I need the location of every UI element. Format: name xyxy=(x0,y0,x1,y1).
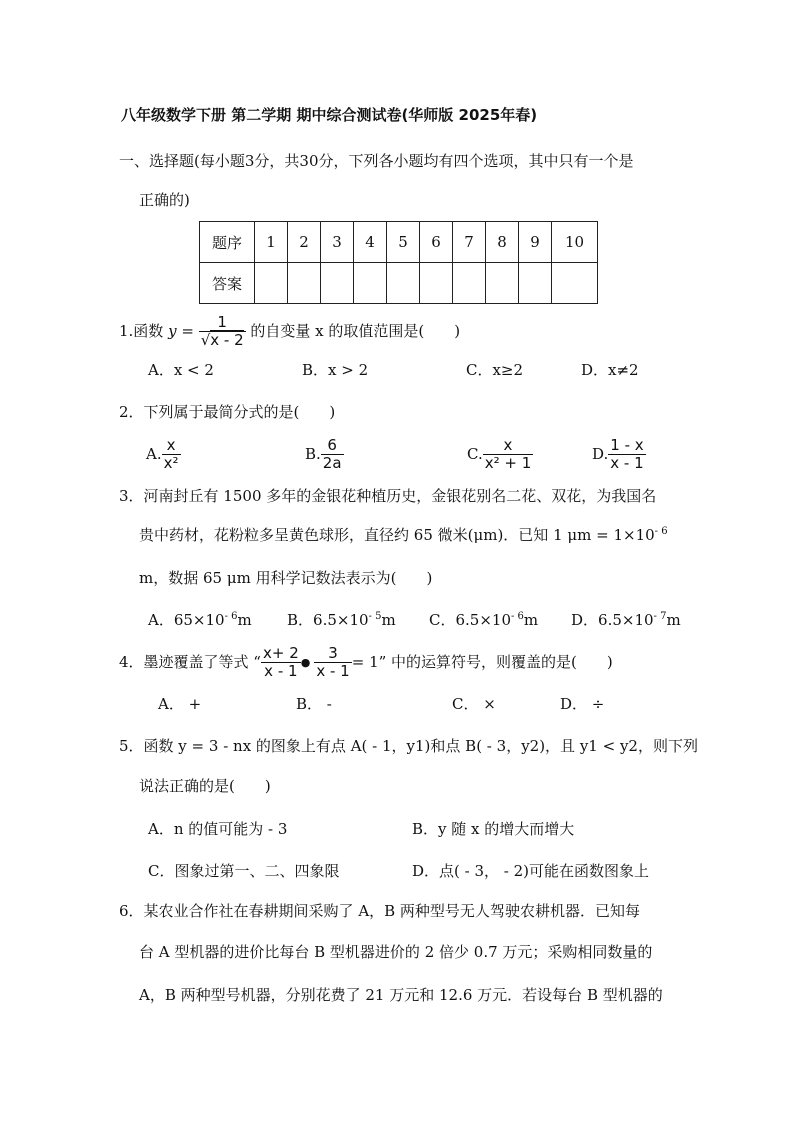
option-unit: m xyxy=(523,611,539,629)
q1-numerator: 1 xyxy=(199,314,246,332)
denominator: x - 1 xyxy=(610,454,644,473)
option-c xyxy=(467,437,533,473)
exponent: - 6 xyxy=(654,526,668,537)
option-d: D． ÷ xyxy=(560,695,605,713)
option-label: C. xyxy=(467,444,483,463)
option-unit: m xyxy=(381,611,396,629)
q1-radicand: x - 2 xyxy=(210,331,244,350)
option-a: A．x < 2 xyxy=(148,361,214,379)
answer-cell[interactable] xyxy=(354,263,387,304)
table-cell: 7 xyxy=(453,222,486,263)
answer-cell[interactable] xyxy=(420,263,453,304)
section-heading-cont: 正确的) xyxy=(139,191,190,209)
q4-suffix: = 1” 中的运算符号，则覆盖的是( ) xyxy=(351,652,613,671)
option-a xyxy=(148,611,252,629)
answer-cell[interactable] xyxy=(387,263,420,304)
table-cell: 8 xyxy=(486,222,519,263)
option-a xyxy=(146,437,181,473)
exponent: - 7 xyxy=(653,611,667,622)
table-cell: 2 xyxy=(288,222,321,263)
option-unit: m xyxy=(666,611,681,629)
numerator: x xyxy=(483,437,534,455)
question-5-cont: 说法正确的是( ) xyxy=(139,777,271,795)
option-text: B．6.5×10 xyxy=(287,611,369,629)
q1-fraction xyxy=(199,314,246,350)
option-c xyxy=(429,611,538,629)
numerator: 3 xyxy=(314,645,351,663)
answer-cell[interactable] xyxy=(453,263,486,304)
option-label: B. xyxy=(305,444,321,463)
answer-cell[interactable] xyxy=(486,263,519,304)
page-title: 八年级数学下册 第二学期 期中综合测试卷(华师版 2025年春) xyxy=(121,106,538,124)
q4-fraction-2 xyxy=(314,645,351,681)
q1-suffix: 的自变量 x 的取值范围是( ) xyxy=(250,321,461,340)
question-5: 5．函数 y = 3 - nx 的图象上有点 A( - 1，y1)和点 B( - 3，y2)，且 y1 < y2，则下列 xyxy=(119,737,698,755)
q1-denominator: √x - 2 xyxy=(200,331,244,350)
question-1 xyxy=(119,314,460,350)
numerator: x xyxy=(162,437,181,455)
table-row xyxy=(200,222,598,263)
numerator: 1 - x xyxy=(610,436,644,454)
option-unit: m xyxy=(237,611,252,629)
question-6: 6．某农业合作社在春耕期间采购了 A，B 两种型号无人驾驶农耕机器．已知每 xyxy=(119,902,640,920)
question-2: 2．下列属于最简分式的是( ) xyxy=(119,403,336,421)
option-b: B． - xyxy=(296,695,332,713)
table-cell: 3 xyxy=(321,222,354,263)
table-header-cell: 答案 xyxy=(200,263,255,304)
option-c: C．x≥2 xyxy=(466,361,524,379)
numerator: x+ 2 xyxy=(262,644,299,662)
question-6-cont: 台 A 型机器的进价比每台 B 型机器进价的 2 倍少 0.7 万元；采购相同数量的 xyxy=(139,943,653,961)
denominator: x² xyxy=(163,454,179,473)
exponent: - 6 xyxy=(224,611,238,622)
section-heading: 一、选择题(每小题3分，共30分，下列各小题均有四个选项，其中只有一个是 xyxy=(119,152,634,170)
option-text: D．6.5×10 xyxy=(571,611,654,629)
option-fraction xyxy=(321,437,344,473)
q1-y-eq: y = xyxy=(168,321,194,340)
option-b: B．x > 2 xyxy=(302,361,369,379)
option-b: B．y 随 x 的增大而增大 xyxy=(412,820,575,838)
q4-prefix: 4．墨迹覆盖了等式 “ xyxy=(119,652,261,671)
answer-table xyxy=(199,221,598,304)
question-6-cont: A，B 两种型号机器，分别花费了 21 万元和 12.6 万元．若设每台 B 型机器的 xyxy=(139,986,663,1004)
option-d xyxy=(571,611,681,629)
answer-cell[interactable] xyxy=(288,263,321,304)
question-3-cont xyxy=(139,526,668,544)
table-cell: 10 xyxy=(552,222,598,263)
option-b xyxy=(305,437,344,473)
denominator: x - 1 xyxy=(264,662,298,681)
table-cell: 1 xyxy=(255,222,288,263)
q4-fraction-1 xyxy=(261,645,301,681)
question-4 xyxy=(119,645,613,681)
q1-prefix: 1.函数 xyxy=(119,321,164,340)
exponent: - 5 xyxy=(368,611,382,622)
option-d: D．点( - 3， - 2)可能在函数图象上 xyxy=(412,862,650,880)
question-3: 3．河南封丘有 1500 多年的金银花种植历史，金银花别名二花、双花，为我国名 xyxy=(119,487,657,505)
table-cell: 9 xyxy=(519,222,552,263)
answer-cell[interactable] xyxy=(519,263,552,304)
option-fraction xyxy=(162,437,181,473)
option-fraction xyxy=(608,437,645,473)
option-d xyxy=(592,437,646,473)
option-a: A．n 的值可能为 - 3 xyxy=(148,820,288,838)
table-header-cell: 题序 xyxy=(200,222,255,263)
option-b xyxy=(287,611,396,629)
numerator: 6 xyxy=(321,437,344,455)
option-fraction xyxy=(483,437,534,473)
denominator: x - 1 xyxy=(316,662,350,681)
table-cell: 6 xyxy=(420,222,453,263)
table-row xyxy=(200,263,598,304)
option-d: D．x≠2 xyxy=(581,361,639,379)
question-3-cont: m，数据 65 μm 用科学记数法表示为( ) xyxy=(139,569,433,587)
ink-blot: ● xyxy=(300,656,311,670)
option-c: C． × xyxy=(452,695,496,713)
option-text: A．65×10 xyxy=(148,611,225,629)
denominator: x² + 1 xyxy=(484,454,532,473)
option-a: A． + xyxy=(158,695,202,713)
exponent: - 6 xyxy=(511,611,524,622)
denominator: 2a xyxy=(322,454,342,473)
option-label: A. xyxy=(146,444,162,463)
q3-line2: 贵中药材，花粉粒多呈黄色球形，直径约 65 微米(μm)．已知 1 μm = 1×10 xyxy=(139,526,655,544)
table-cell: 4 xyxy=(354,222,387,263)
answer-cell[interactable] xyxy=(321,263,354,304)
option-text: C．6.5×10 xyxy=(429,611,511,629)
option-c: C．图象过第一、二、四象限 xyxy=(148,862,340,880)
answer-cell[interactable] xyxy=(552,263,598,304)
option-label: D. xyxy=(592,444,609,463)
table-cell: 5 xyxy=(387,222,420,263)
answer-cell[interactable] xyxy=(255,263,288,304)
